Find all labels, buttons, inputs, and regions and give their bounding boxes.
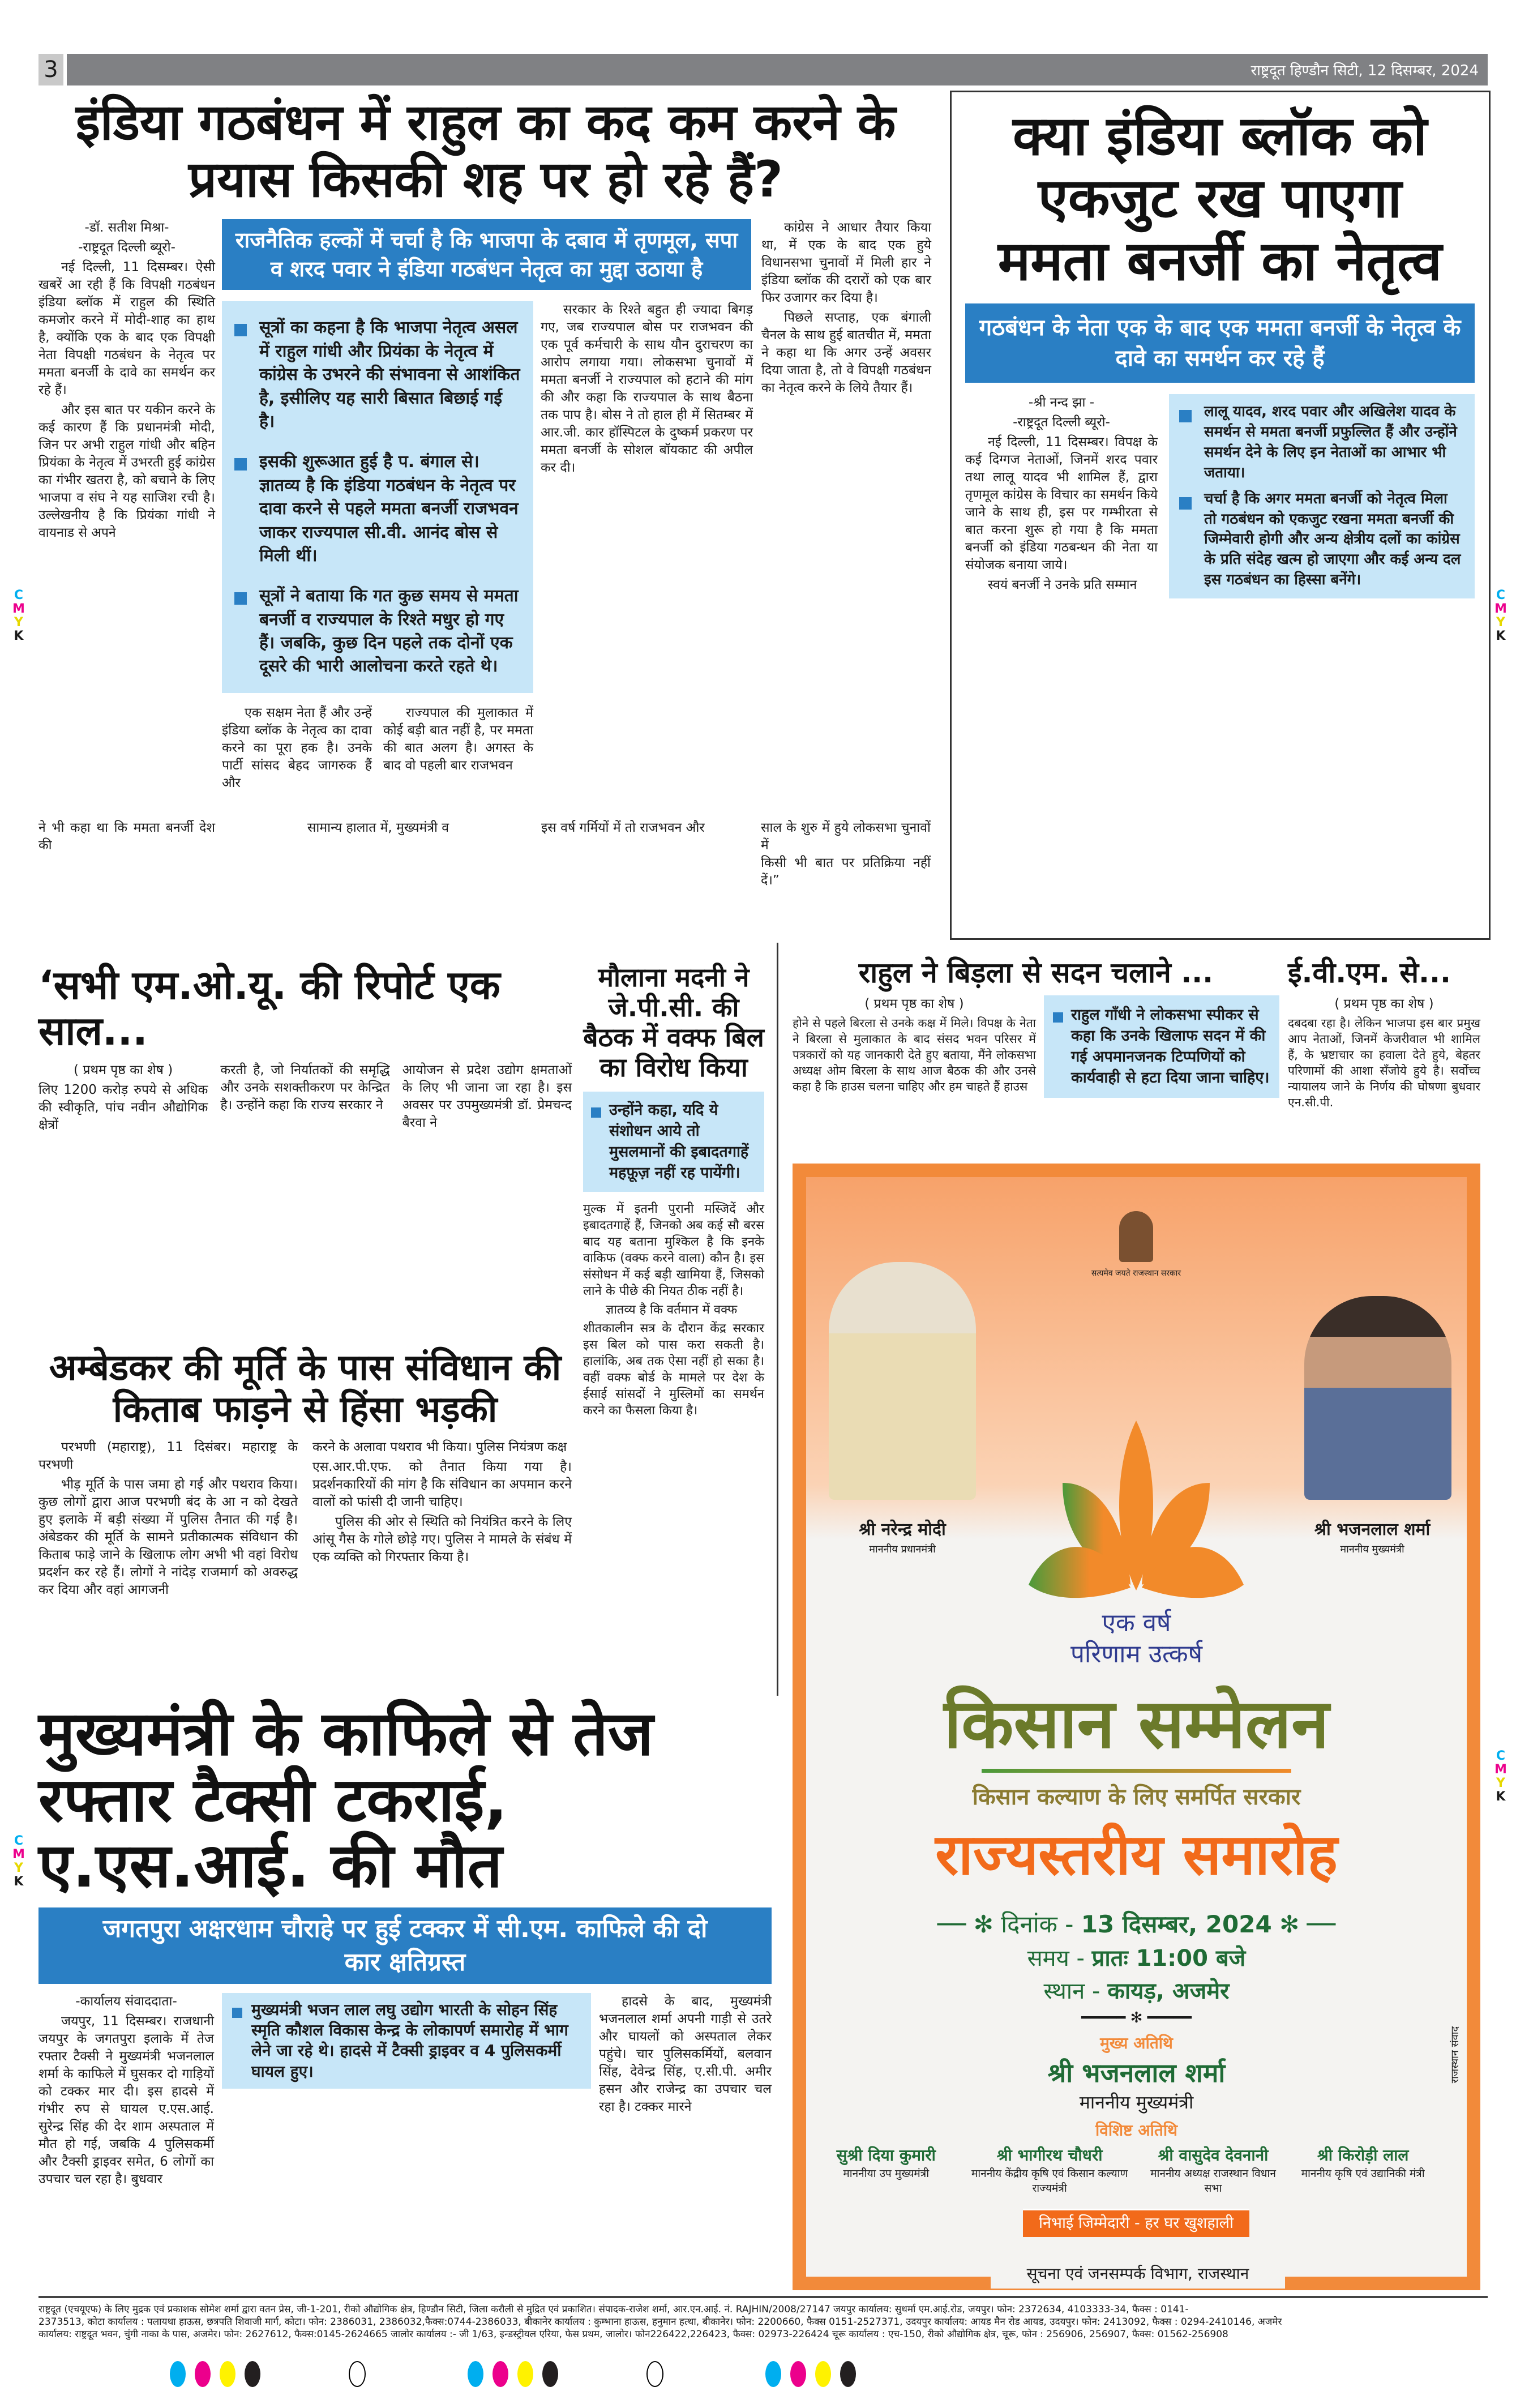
- imprint-line: कार्यालय: राष्ट्रदूत भवन, चुंगी नाका के पास, अजमेर। फोन: 2627612, फैक्स:0145-2624665 जालोर कार्यालय :- जी 1/63, इन्डस्ट्रीयल एरिया, फेस प्रथम, जालोर। फोन226422,226423, फैक्स: 02973-226424 चूरू कार्यालय : एच-150, रीको औद्योगिक क्षेत्र, चूरू, फोन : 256906, 256907, फैक्स: 01562-256908: [38, 2329, 1228, 2340]
- story8: [38, 1701, 772, 2191]
- story7-headline: ई.वी.एम. से...: [1288, 956, 1451, 989]
- story3-headline: ‘सभी एम.ओ.यू. की रिपोर्ट एक साल...: [38, 962, 500, 1054]
- cmyk-marks-left-lower: C M Y K: [12, 1834, 25, 1889]
- story8-byline: -कार्यालय संवाददाता-: [75, 1994, 177, 2009]
- special-guests: [817, 2144, 1438, 2195]
- highlight-item: [1179, 489, 1464, 591]
- page-header: [38, 54, 1488, 85]
- story2-paragraph: स्वयं बनर्जी ने उनके प्रति सम्मान: [988, 578, 1137, 593]
- story4-column: [583, 1201, 764, 1421]
- cyan-dot-icon: [765, 2361, 781, 2387]
- story1-paragraph: नई दिल्ली, 11 दिसम्बर। ऐसी खबरें आ रही हैं कि विपक्षी गठबंधन इंडिया ब्लॉक में राहुल की स्थिति कमजोर करने में मोदी-शाह का हाथ है, क्योंकि एक के बाद एक विपक्षी नेता विपक्षी गठबंधन के नेतृत्व पर ममता बनर्जी के दावे का समर्थन कर रहे हैं।: [38, 260, 215, 398]
- cmyk-marks-left: [12, 589, 25, 643]
- yellow-dot-icon: [220, 2361, 235, 2387]
- highlight-text: मुख्यमंत्री भजन लाल लघु उद्योग भारती के सोहन सिंह स्मृति कौशल विकास केन्द्र के लोकापर्ण समारोह में भाग लेने जा रहे थे। हादसे में टैक्सी ड्राइवर व 4 पुलिसकर्मी घायल हुए।: [251, 2000, 568, 2081]
- story1-lower-row: [222, 704, 533, 794]
- story1-tail: इस वर्ष गर्मियों में तो राजभवन और: [541, 820, 705, 836]
- lotus-logo-icon: [1029, 1421, 1244, 1602]
- ad-time: [806, 1941, 1467, 1973]
- story1-column: [222, 704, 372, 794]
- special-guests-heading: विशिष्ट अतिथि: [1095, 2121, 1177, 2140]
- story3-paragraph: करती है, जो निर्यातकों की समृद्धि और उनके सशक्तीकरण पर केन्द्रित है। उन्होंने कहा कि राज्य सरकार ने: [220, 1063, 390, 1113]
- story1-tail-row: [38, 819, 933, 889]
- footer-rule: [38, 2296, 1488, 2298]
- story2-body: [965, 394, 1475, 598]
- story6-column: [793, 995, 1036, 1097]
- story2-byline: -श्री नन्द झा -: [1028, 395, 1095, 410]
- story4-paragraph: शीतकालीन सत्र के दौरान केंद्र सरकार इस बिल को पास करा सकती है। हालांकि, अब तक ऐसा नहीं हो सका है। वहीं वक्फ बोर्ड के मामले पर देश के ईसाई सांसदों ने मुस्लिमों का समर्थन करने का फैसला किया है।: [583, 1321, 764, 1418]
- crosshair-icon: [349, 2361, 366, 2387]
- pm-title: माननीय प्रधानमंत्री: [869, 1543, 936, 1555]
- highlight-text: इसकी शुरूआत हुई है प. बंगाल से। ज्ञातव्य है कि इंडिया गठबंधन के नेतृत्व पर दावा करने से पहले ममता बनर्जी राजभवन जाकर राज्यपाल सी.वी. आनंद बोस से मिली थीं।: [259, 452, 519, 566]
- story6-body: [793, 995, 1279, 1098]
- imprint: [38, 2303, 1488, 2341]
- story1-paragraph: राज्यपाल की मुलाकात में कोई बड़ी बात नहीं है, पर ममता की बात अलग है। अगस्त के बाद वो पहली बार राजभवन: [383, 705, 533, 773]
- story1-tail-cell: [761, 819, 931, 889]
- story4: [583, 963, 764, 1421]
- place-value: कायड़, अजमेर: [1107, 1978, 1230, 2004]
- story6: [793, 957, 1279, 1098]
- ad-tagline: किसान कल्याण के लिए समर्पित सरकार: [972, 1784, 1301, 1810]
- cmyk-c: C: [14, 588, 24, 602]
- story1-paragraph: पिछले सप्ताह, एक बंगाली चैनल के साथ हुई बातचीत में, ममता ने कहा था कि अगर उन्हें अवसर दिया जाता है, तो वे विपक्षी गठबंधन का नेतृत्व करने के लिये तैयार हैं।: [761, 310, 931, 396]
- story1-column: [383, 704, 533, 794]
- story8-paragraph: जयपुर, 11 दिसम्बर। राजधानी जयपुर के जगतपुरा इलाके में तेज रफ्तार टैक्सी ने मुख्यमंत्री भजनलाल शर्मा के काफिले में घुसकर दो गाड़ियों को टक्कर मार दी। इस हादसे में गंभीर रुप से घायल ए.एस.आई. सुरेन्द्र सिंह की देर शाम अस्पताल में मौत हो गई, जबकि 4 पुलिसकर्मी और टैक्सी ड्राइवर समेत, 6 लोगों का उपचार चल रहा है। बुधवार: [38, 2013, 214, 2187]
- black-dot-icon: [245, 2361, 260, 2387]
- story8-paragraph: हादसे के बाद, मुख्यमंत्री भजनलाल शर्मा अपनी गाड़ी से उतरे और घायलों को अस्पताल लेकर पहुंचे। चार पुलिसकर्मियों, बलवान सिंह, देवेन्द्र सिंह, ए.सी.पी. अमीर हसन और राजेन्द्र का उपचार चल रहा है। टक्कर मारने: [599, 1994, 772, 2114]
- story7-paragraph: दबदबा रहा है। लेकिन भाजपा इस बार प्रमुख आप नेताओं, जिनमें केजरीवाल भी शामिल हैं, के भ्रष्टाचार का हवाला देते हुये, बेहतर परिणामों की आशा सँजोये हुये है। सर्वोच्च न्यायालय जाने के निर्णय की घोषणा बुधवार एन.सी.पी.: [1288, 1016, 1480, 1109]
- magenta-dot-icon: [195, 2361, 211, 2387]
- guest-title: माननीय अध्यक्ष राजस्थान विधान सभा: [1150, 2167, 1276, 2195]
- story5-body: [38, 1439, 572, 1599]
- date-label: दिनांक -: [1001, 1910, 1074, 1938]
- story1-subhead: राजनैतिक हल्कों में चर्चा है कि भाजपा के दबाव में तृणमूल, सपा व शरद पवार ने इंडिया गठबंधन नेतृत्व का मुद्दा उठाया है: [222, 219, 751, 290]
- cmyk-m: M: [12, 602, 25, 616]
- story2-highlights: [1169, 394, 1475, 598]
- story2: [965, 105, 1475, 598]
- time-value: प्रातः 11:00 बजे: [1091, 1945, 1246, 1971]
- story1-paragraph: सरकार के रिश्ते बहुत ही ज्यादा बिगड़ गए, जब राज्यपाल बोस पर राजभवन की एक पूर्व कर्मचारी के साथ यौन दुराचरण का आरोप लगाया गया। लोकसभा चुनावों में ममता बनर्जी ने राज्यपाल को हटाने की मांग की और कहा कि राज्यपाल के साथ बैठना तक पाप है। बोस ने तो हाल ही में सितम्बर में आर.जी. कार हॉस्पिटल के दुष्कर्म प्रकरण पर ममता बनर्जी के सोशल बॉयकाट की अपील कर दी।: [541, 302, 753, 476]
- cm-photo: [1304, 1296, 1451, 1500]
- bullet-square-icon: [234, 458, 247, 471]
- ad-place: [806, 1974, 1467, 2005]
- story3: [38, 963, 572, 1136]
- story5-paragraph: एस.आर.पी.एफ. को तैनात किया गया है। प्रदर्शनकारियों की मांग है कि संविधान का अपमान करने वालों को फांसी दी जानी चाहिए।: [312, 1460, 572, 1510]
- story8-headline: मुख्यमंत्री के काफिले से तेज रफ्तार टैक्सी टकराई, ए.एस.आई. की मौत: [38, 1699, 654, 1902]
- story6-paragraph: होने से पहले बिरला से उनके कक्ष में मिले। विपक्ष के नेता ने बिरला से मुलाकात के बाद संसद भवन परिसर में पत्रकारों को यह जानकारी देते हुए बताया, मैंने लोकसभा अध्यक्ष ओम बिरला के साथ आज बैठक की और उनसे कहा है कि हाउस चलना चाहिए और हम चाहते हैं हाउस: [793, 1016, 1036, 1093]
- bullet-square-icon: [1053, 1012, 1063, 1023]
- story1-bureau: -राष्ट्रदूत दिल्ली ब्यूरो-: [78, 240, 175, 255]
- story1-byline: -डॉ. सतीश मिश्रा-: [84, 220, 169, 236]
- guest-name: श्री वासुदेव देवनानी: [1158, 2146, 1269, 2165]
- story2-bureau: -राष्ट्रदूत दिल्ली ब्यूरो-: [1013, 415, 1110, 430]
- slogan-banner: निभाई जिम्मेदारी - हर घर खुशहाली: [1023, 2209, 1249, 2237]
- story1-paragraph: और इस बात पर यकीन करने के कई कारण हैं कि प्रधानमंत्री मोदी, जिन पर अभी राहुल गांधी और बहिन प्रियंका के नेतृत्व में उभरती हुई कांग्रेस का गंभीर खतरा है, को बचाने के लिए भाजपा व संघ ने यह साजिश रची है। उल्लेखनीय है कि प्रियंका गांधी ने वायनाड से अपने: [38, 403, 215, 541]
- guest: [1145, 2144, 1282, 2195]
- highlight-text: सूत्रों का कहना है कि भाजपा नेतृत्व असल में राहुल गांधी और प्रियंका के नेतृत्व में कांग्रेस के उभरने की संभावना से आशंकित है, इसीलिए यह सारी बिसात बिछाई गई है।: [259, 318, 520, 431]
- story1: [38, 93, 933, 889]
- cyan-dot-icon: [170, 2361, 186, 2387]
- chief-guest-name: श्री भजनलाल शर्मा: [1047, 2058, 1226, 2088]
- bullet-square-icon: [232, 2008, 242, 2018]
- continued-label: ( प्रथम पृष्ठ का शेष ): [864, 996, 964, 1011]
- story5-headline: अम्बेडकर की मूर्ति के पास संविधान की किताब फाड़ने से हिंसा भड़की: [49, 1347, 562, 1431]
- highlight-item: [232, 2000, 581, 2082]
- black-dot-icon: [542, 2361, 558, 2387]
- story1-highlights: [222, 301, 533, 692]
- continued-label: ( प्रथम पृष्ठ का शेष ): [74, 1063, 173, 1077]
- story6-highlight: [1044, 995, 1279, 1098]
- highlight-text: चर्चा है कि अगर ममता बनर्जी को नेतृत्व मिला तो गठबंधन को एकजुट रखना ममता बनर्जी की जिम्मेवारी होगी और अन्य क्षेत्रीय दलों का कांग्रेस के प्रति संदेह खत्म हो जाएगा और कई अन्य दल इस गठबंधन का हिस्सा बनेंगे।: [1204, 490, 1461, 589]
- cm-title: माननीय मुख्यमंत्री: [1340, 1543, 1404, 1555]
- page-number: 3: [38, 54, 67, 85]
- story1-byline-column: [38, 219, 215, 544]
- story1-tail: ने भी कहा था कि ममता बनर्जी देश की: [38, 820, 215, 853]
- story3-column: [402, 1062, 572, 1136]
- highlight-item: [234, 316, 521, 433]
- story4-highlight: [583, 1092, 764, 1192]
- guest: [961, 2144, 1139, 2195]
- highlight-item: [234, 450, 521, 567]
- column-divider: [777, 943, 778, 1696]
- story3-body: [38, 1062, 572, 1136]
- highlight-text: लालू यादव, शरद पवार और अखिलेश यादव के समर्थन से ममता बनर्जी प्रफुल्लित हैं और उन्होंने समर्थन देने के लिए इन नेताओं का आभार भी जताया।: [1204, 403, 1457, 481]
- story8-highlight: [222, 1993, 591, 2089]
- cm-name: श्री भजनलाल शर्मा: [1314, 1520, 1431, 1539]
- story8-column: [38, 1993, 214, 2191]
- masthead-date: राष्ट्रदूत हिण्डौन सिटी, 12 दिसम्बर, 2024: [1251, 62, 1479, 79]
- story8-subhead: जगतपुरा अक्षरधाम चौराहे पर हुई टक्कर में सी.एम. काफिले की दो कार क्षतिग्रस्त: [38, 1907, 772, 1984]
- emblem-caption: सत्यमेव जयते राजस्थान सरकार: [1091, 1269, 1181, 1278]
- guest-name: श्री किरोड़ी लाल: [1317, 2146, 1409, 2165]
- story5-paragraph: करने के अलावा पथराव भी किया। पुलिस नियंत्रण कक्ष: [312, 1440, 567, 1455]
- logo-line2: परिणाम उत्कर्ष: [1070, 1640, 1203, 1669]
- registration-marks: [170, 2361, 865, 2387]
- story1-column: [761, 219, 931, 399]
- story3-column: [220, 1062, 389, 1136]
- bullet-square-icon: [1179, 410, 1192, 422]
- cmyk-k: K: [14, 629, 24, 643]
- guest-name: श्री भागीरथ चौधरी: [996, 2146, 1103, 2165]
- ad-event: राज्यस्तरीय समारोह: [935, 1821, 1338, 1888]
- imprint-line: राष्ट्रदूत (एचयूएफ) के लिए मुद्रक एवं प्रकाशक सोमेश शर्मा द्वारा वतन प्रेस, जी-1-201, रीको औद्योगिक क्षेत्र, हिण्डौन सिटी, जिला करौली से मुद्रित एवं प्रकाशित। संपादक-राजेश शर्मा, आर.एन.आई. नं. RAJHIN/2008/27147 जयपुर कार्यालय: सुधर्मा एम.आई.रोड, जयपुर। फोन: 2372634, 4103333-34, फैक्स : 0141-: [38, 2304, 1189, 2315]
- story2-paragraph: नई दिल्ली, 11 दिसम्बर। विपक्ष के कई दिग्गज नेताओं, जिनमें शरद पवार तथा लालू यादव भी शामिल हैं, द्वारा तृणमूल कांग्रेस के विचार का समर्थन किये जाने के साथ ही, इस पर गम्भीरता से बात करना शुरू हो गया है कि ममता बनर्जी को इंडिया गठबन्धन की नेता या संयोजक बनाया जाये।: [965, 435, 1158, 573]
- logo-line1: एक वर्ष: [1102, 1609, 1171, 1637]
- story1-paragraph: कांग्रेस ने आधार तैयार किया था, में एक के बाद एक हुये विधानसभा चुनावों में मिली हार ने इंडिया ब्लॉक की दरारों को एक बार फिर उजागर कर दिया है।: [761, 220, 931, 306]
- guest-title: माननीय कृषि एवं उद्यानिकी मंत्री: [1301, 2167, 1425, 2180]
- highlight-item: [591, 1100, 756, 1184]
- bullet-square-icon: [234, 324, 247, 336]
- highlight-item: [1053, 1004, 1270, 1089]
- story2-subhead: गठबंधन के नेता एक के बाद एक ममता बनर्जी के नेतृत्व के दावे का समर्थन कर रहे हैं: [965, 303, 1475, 383]
- story1-tail: साल के शुरु में हुये लोकसभा चुनावों में: [761, 820, 931, 853]
- story1-center: [222, 301, 533, 794]
- guest-name: सुश्री दिया कुमारी: [836, 2146, 936, 2165]
- highlight-item: [1179, 402, 1464, 484]
- black-dot-icon: [840, 2361, 856, 2387]
- story1-paragraph: एक सक्षम नेता हैं और उन्हें इंडिया ब्लॉक के नेतृत्व का दावा करने का पूरा हक है। उनके पार्टी सांसद बेहद जागरुक हैं और: [222, 705, 372, 790]
- story4-paragraph: ज्ञातव्य है कि वर्तमान में वक्फ: [606, 1302, 738, 1317]
- ad-date: ── ✻ दिनांक - 13 दिसम्बर, 2024 ✻ ──: [937, 1910, 1336, 1938]
- story3-paragraph: लिए 1200 करोड़ रुपये से अधिक की स्वीकृति, पांच नवीन औद्योगिक क्षेत्रों: [38, 1083, 208, 1132]
- pm-name: श्री नरेन्द्र मोदी: [859, 1520, 946, 1539]
- kisan-sammelan-advertisement: [793, 1164, 1480, 2290]
- guest: [817, 2144, 955, 2195]
- crosshair-icon: [646, 2361, 663, 2387]
- magenta-dot-icon: [493, 2361, 508, 2387]
- state-emblem-icon: [1119, 1211, 1153, 1262]
- cmyk-marks-right-lower: C M Y K: [1494, 1749, 1507, 1804]
- highlight-text: राहुल गाँधी ने लोकसभा स्पीकर से कहा कि उनके खिलाफ सदन में की गई अपमानजनक टिप्पणियों को कार्यवाही से हटा दिया जाना चाहिए।: [1071, 1006, 1270, 1087]
- guest-title: माननीय केंद्रीय कृषि एवं किसान कल्याण राज्यमंत्री: [971, 2167, 1128, 2195]
- imprint-line: 2373513, कोटा कार्यालय : पलायथा हाऊस, छत्रपति शिवाजी मार्ग, कोटा। फोन: 2386031, 2386032,फैक्स:0744-2386033, बीकानेर कार्यालय : कुम्भाना हाऊस, हनुमान हत्था, बीकानेर। फोन: 2200660, फैक्स 0151-2527371, उदयपुर कार्यालय: आयड मैन रोड आयड, उदयपुर। फोन: 2413092, फैक्स : 0294-2410146, अजमेर: [38, 2316, 1282, 2328]
- bullet-square-icon: [234, 592, 247, 605]
- story5-paragraph: भीड़ मूर्ति के पास जमा हो गई और पथराव किया। कुछ लोगों द्वारा आज परभणी बंद के आ न को देखते हुए इलाके में बड़ी संख्या में पुलिस तैनात की गई है। अंबेडकर की मूर्ति के सामने प्रतीकात्मक संविधान की किताब फाड़े जाने के खिलाफ लोग अभी भी वहां विरोध प्रदर्शन कर रहे हैं। लोगों ने नांदेड़ राजमार्ग को अवरुद्ध कर दिया और वहां आगजनी: [38, 1477, 298, 1598]
- story5-paragraph: परभणी (महाराष्ट्र), 11 दिसंबर। महाराष्ट्र के परभणी: [38, 1440, 298, 1473]
- story1-column: [541, 301, 753, 479]
- time-label: समय -: [1027, 1945, 1085, 1971]
- highlight-text: सूत्रों ने बताया कि गत कुछ समय से ममता बनर्जी व राज्यपाल के रिश्ते मधुर हो गए हैं। जबकि, कुछ दिन पहले तक दोनों एक दूसरे की भारी आलोचना करते रहते थे।: [259, 586, 519, 677]
- story1-tail: सामान्य हालात में, मुख्यमंत्री व: [307, 820, 449, 836]
- story3-paragraph: आयोजन से प्रदेश उद्योग क्षमताओं के लिए भी जाना जा रहा है। इस अवसर पर उपमुख्यमंत्री डॉ. प्रेमचन्द बैरवा ने: [402, 1063, 572, 1130]
- ad-issuer: सूचना एवं जनसम्पर्क विभाग, राजस्थान: [991, 2259, 1285, 2289]
- ornament-divider: ━━━━━ ✻ ━━━━━: [1081, 2009, 1192, 2026]
- story7-column: [1288, 995, 1480, 1113]
- story8-body: [38, 1993, 772, 2191]
- story1-body: [38, 219, 933, 819]
- bullet-square-icon: [591, 1107, 601, 1118]
- yellow-dot-icon: [815, 2361, 831, 2387]
- guest: [1287, 2144, 1438, 2195]
- title-underline: [982, 1769, 1291, 1773]
- side-credit: राजस्थान संवाद: [1449, 2026, 1461, 2084]
- story4-paragraph: मुल्क में इतनी पुरानी मस्जिदें और इबादतगाहें हैं, जिनको अब कई सौ बरस बाद यह बताना मुश्किल है कि इनके वाकिफ (वक्फ करने वाला) कौन है। इस संसोधन में कई बड़ी खामिया हैं, जिसको लाने के पीछे की नियत ठीक नहीं है।: [583, 1201, 764, 1298]
- story4-headline: मौलाना मदनी ने जे.पी.सी. की बैठक में वक्फ बिल का विरोध किया: [583, 962, 764, 1083]
- story2-headline: क्या इंडिया ब्लॉक को एकजुट रख पाएगा ममता बनर्जी का नेतृत्व: [997, 104, 1442, 293]
- bullet-square-icon: [1179, 497, 1192, 510]
- guest-title: माननीया उप मुख्यमंत्री: [843, 2167, 930, 2180]
- story2-byline-column: [965, 394, 1158, 596]
- story1-headline: इंडिया गठबंधन में राहुल का कद कम करने के प्रयास किसकी शह पर हो रहे हैं?: [75, 93, 896, 209]
- place-label: स्थान -: [1043, 1978, 1100, 2004]
- cmyk-marks-right: C M Y K: [1494, 588, 1507, 643]
- story5-paragraph: पुलिस की ओर से स्थिति को नियंत्रित करने के लिए आंसू गैस के गोले छोड़े गए। पुलिस ने मामले के संबंध में एक व्यक्ति को गिरफ्तार किया है।: [312, 1515, 572, 1565]
- yellow-dot-icon: [517, 2361, 533, 2387]
- story8-column: [599, 1993, 772, 2118]
- highlight-text: उन्होंने कहा, यदि ये संशोधन आये तो मुसलमानों की इबादतगाहें महफ़ूज़ नहीं रह पायेंगी।: [609, 1101, 749, 1182]
- highlight-item: [234, 584, 521, 678]
- story6-headline: राहुल ने बिड़ला से सदन चलाने ...: [858, 956, 1214, 989]
- story7: [1288, 957, 1480, 1113]
- pm-photo: [829, 1262, 976, 1500]
- story2-quote-end: किसी भी बात पर प्रतिक्रिया नहीं दें।”: [761, 856, 931, 888]
- continued-label: ( प्रथम पृष्ठ का शेष ): [1334, 996, 1434, 1011]
- magenta-dot-icon: [790, 2361, 806, 2387]
- ad-title: किसान सम्मेलन: [944, 1685, 1329, 1764]
- cmyk-y: Y: [14, 615, 23, 630]
- chief-guest-title: माननीय मुख्यमंत्री: [1079, 2092, 1194, 2113]
- story3-column: [38, 1062, 208, 1136]
- cyan-dot-icon: [468, 2361, 483, 2387]
- chief-guest-heading: मुख्य अतिथि: [1100, 2034, 1173, 2052]
- date-value: 13 दिसम्बर, 2024: [1081, 1910, 1272, 1938]
- story5: [38, 1348, 572, 1599]
